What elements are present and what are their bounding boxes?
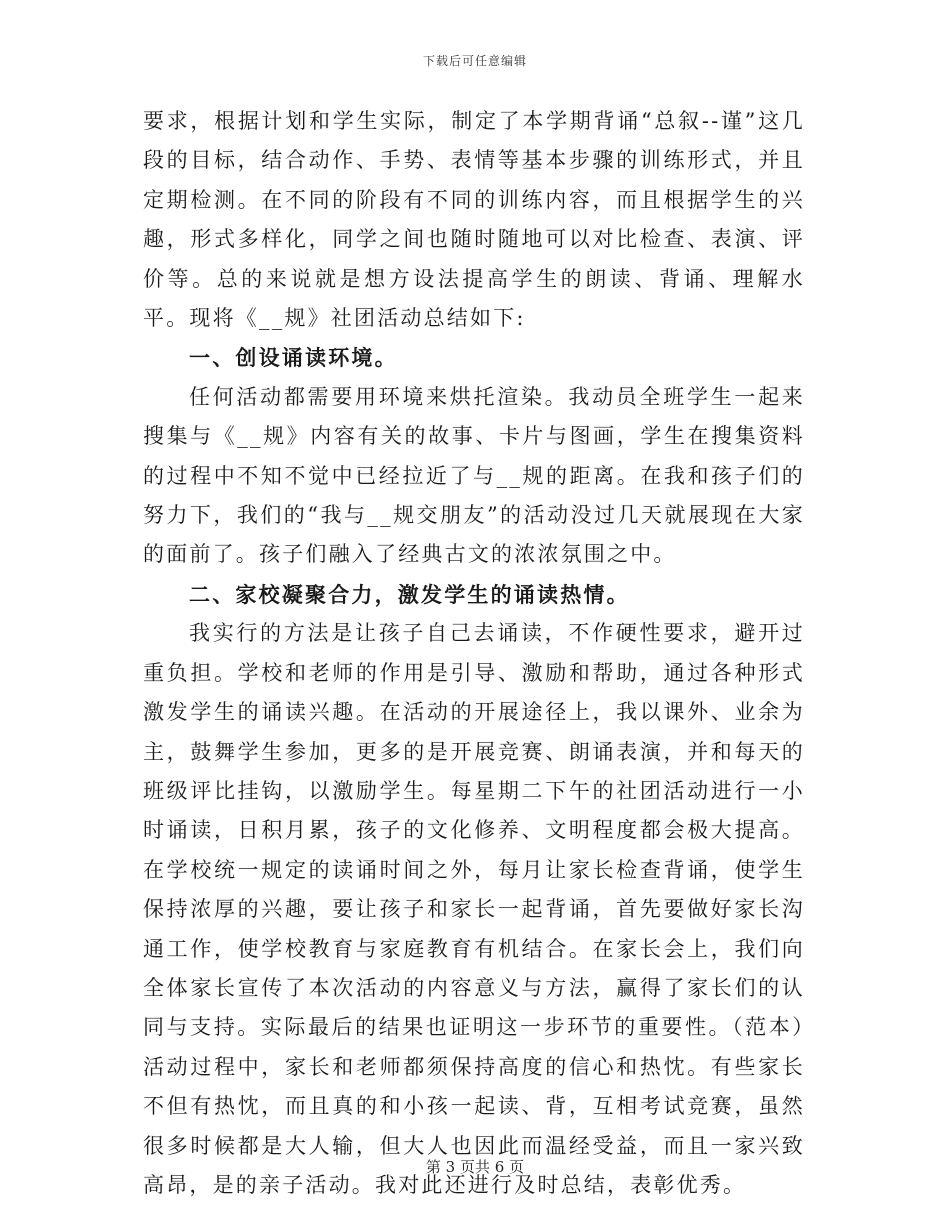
paragraph-home-school: 我实行的方法是让孩子自己去诵读，不作硬性要求，避开过重负担。学校和老师的作用是引导、激励和帮助，通过各种形式激发学生的诵读兴趣。在活动的开展途径上，我以课外、业余为主，鼓舞学生参加，更多的是开展竞赛、朗诵表演，并和每天的班级评比挂钩，以激励学生。每星期二下午的社团活动进行一小时诵读，日积月累，孩子的文化修养、文明程度都会极大提高。在学校统一规定的读诵时间之外，每月让家长检查背诵，使学生保持浓厚的兴趣，要让孩子和家长一起背诵，首先要做好家长沟通工作，使学校教育与家庭教育有机结合。在家长会上，我们向全体家长宣传了本次活动的内容意义与方法，赢得了家长们的认同与支持。实际最后的结果也证明这一步环节的重要性。（范本）活动过程中，家长和老师都须保持高度的信心和热忱。有些家长不但有热忱，而且真的和小孩一起读、背，互相考试竞赛，虽然很多时候都是大人输，但大人也因此而温经受益，而且一家兴致高昂，是的亲子活动。我对此还进行及时总结，表彰优秀。 — [143, 621, 805, 1197]
section-heading-2: 二、家校凝聚合力，激发学生的诵读热情。 — [189, 581, 630, 607]
paragraph-environment: 任何活动都需要用环境来烘托渲染。我动员全班学生一起来搜集与《__规》内容有关的故事、卡片与图画，学生在搜集资料的过程中不知不觉中已经拉近了与__规的距离。在我和孩子们的努力下，我们的“我与__规交朋友”的活动没过几天就展现在大家的面前了。孩子们融入了经典古文的浓浓氛围之中。 — [143, 384, 805, 567]
section-heading-1: 一、创设诵读环境。 — [189, 345, 398, 371]
page-number: 第 3 页共 6 页 — [425, 1158, 525, 1176]
paragraph-continuation: 要求，根据计划和学生实际，制定了本学期背诵“总叙--谨”这几段的目标，结合动作、手势、表情等基本步骤的训练形式，并且定期检测。在不同的阶段有不同的训练内容，而且根据学生的兴趣，形式多样化，同学之间也随时随地可以对比检查、表演、评价等。总的来说就是想方设法提高学生的朗读、背诵、理解水平。现将《__规》社团活动总结如下: — [143, 109, 805, 331]
page-header: 下载后可任意编辑 — [422, 54, 527, 68]
document-body — [143, 102, 805, 1205]
